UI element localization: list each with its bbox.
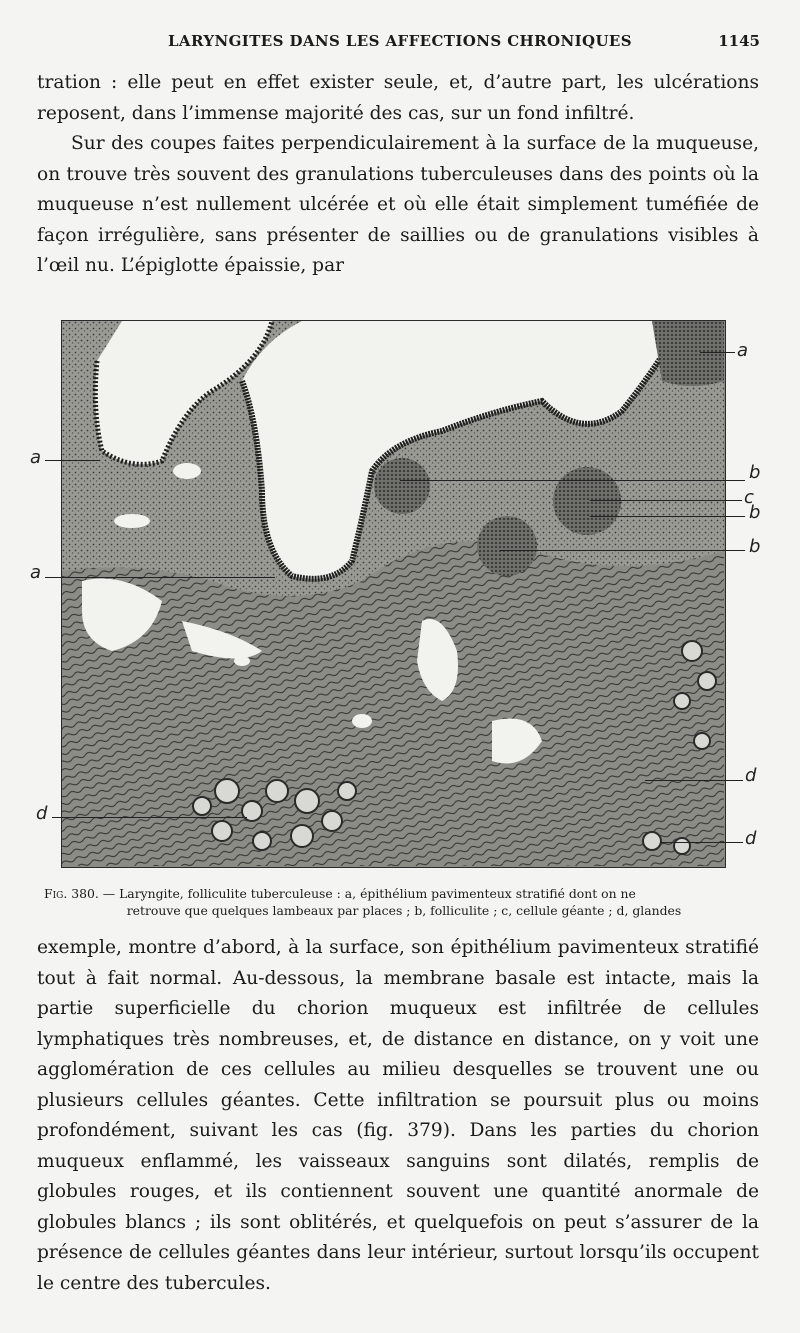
leader-a-left-upper	[45, 460, 100, 461]
leader-d-left	[52, 817, 247, 818]
leader-b-third	[500, 550, 745, 551]
running-title: LARYNGITES DANS LES AFFECTIONS CHRONIQUES	[167, 32, 633, 50]
label-d-right-upper: d	[745, 765, 757, 786]
label-c: c	[744, 487, 754, 508]
label-a-left-upper: a	[30, 447, 42, 468]
leader-b-first	[400, 480, 745, 481]
body-text-bottom	[37, 933, 759, 1299]
label-b-third: b	[749, 536, 761, 557]
label-b-second: b	[749, 502, 761, 523]
page-number: 1145	[718, 32, 760, 50]
label-a-top-right: a	[737, 340, 749, 361]
body-text-top	[37, 68, 759, 282]
label-d-right-lower: d	[745, 828, 757, 849]
leader-a-top-right	[700, 352, 735, 353]
paragraph-2: Sur des coupes faites perpendiculairement à la surface de la muqueuse, on trouve très souvent des granulations tuberculeuses dans des points où la muqueuse n’est nullement ulcérée et où elle était simplement tuméfiée de façon irrégulière, sans présenter de saillies ou de granulations visibles à l’œil nu. L’épiglotte épaissie, par	[37, 133, 759, 276]
caption-line-1: — Laryngite, folliculite tuberculeuse : a, épithélium pavimenteux stratifié dont on ne	[98, 886, 636, 901]
label-a-left-lower: a	[30, 562, 42, 583]
leader-a-left-lower	[45, 577, 275, 578]
histology-figure	[61, 320, 726, 868]
paragraph-1: tration : elle peut en effet exister seule, et, d’autre part, les ulcérations reposent, dans l’immense majorité des cas, sur un fond infiltré.	[37, 72, 759, 124]
label-d-left: d	[36, 803, 48, 824]
running-head	[40, 32, 760, 54]
leader-b-second	[590, 516, 745, 517]
paragraph-3: exemple, montre d’abord, à la surface, son épithélium pavimenteux stratifié tout à fait normal. Au-dessous, la membrane basale est intacte, mais la partie superficielle du chorion muqueux est infiltrée de cellules lymphatiques très nombreuses, et, de distance en distance, on y voit une agglomération de ces cellules au milieu desquelles se trouvent une ou plusieurs cellules géantes. Cette infiltration se poursuit plus ou moins profondément, suivant les cas (fig. 379). Dans les parties du chorion muqueux enflammé, les vaisseaux sanguins sont dilatés, remplis de globules rouges, et ils contiennent souvent une quantité anormale de globules blancs ; ils sont oblitérés, et quelquefois on peut s’assurer de la présence de cellules géantes dans leur intérieur, surtout lorsqu’ils occupent le centre des tubercules.	[37, 937, 759, 1294]
figure-number: Fig. 380.	[44, 886, 99, 901]
caption-line-2: retrouve que quelques lambeaux par places ; b, folliculite ; c, cellule géante ; d, glandes	[126, 903, 682, 918]
histology-illustration	[62, 321, 724, 866]
leader-c	[590, 500, 742, 501]
figure-caption	[44, 885, 764, 919]
label-b-first: b	[749, 462, 761, 483]
leader-d-right-upper	[645, 780, 743, 781]
leader-d-right-lower	[660, 842, 743, 843]
